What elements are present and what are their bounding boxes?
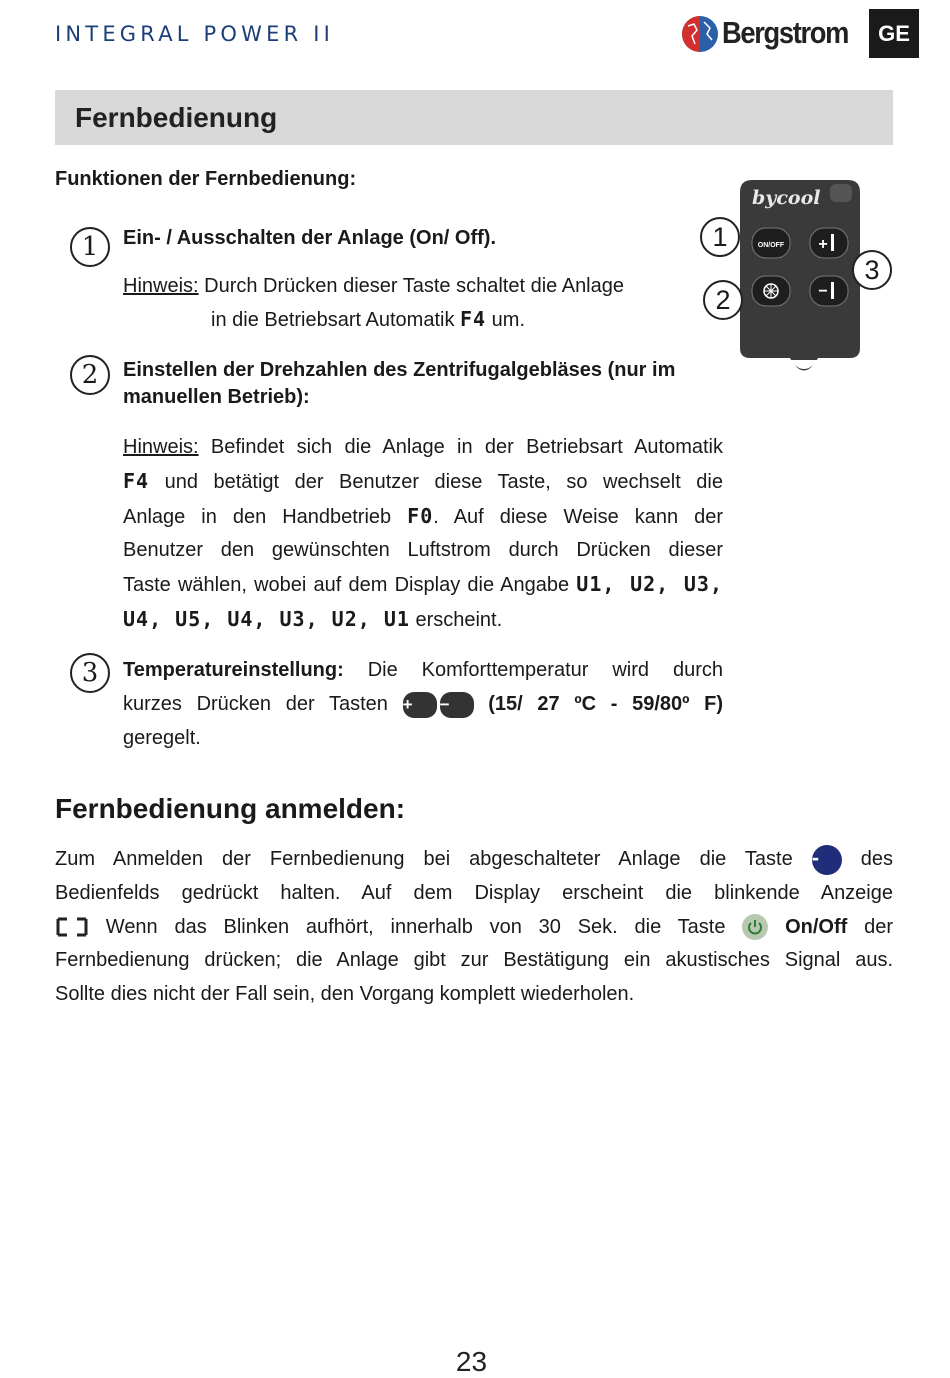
item-3-text: [123, 654, 723, 755]
functions-subtitle: Funktionen der Fernbedienung:: [55, 168, 357, 190]
pairing-text-part: der: [847, 915, 894, 938]
note-text: Befindet sich die Anlage in der Betriebsart Automatik: [198, 436, 723, 458]
onoff-key-label: On/Off: [785, 915, 848, 938]
item-3-line: [123, 688, 723, 722]
svg-text:−: −: [818, 283, 828, 300]
onoff-label: ON/OFF: [757, 242, 785, 249]
temp-minus-key: −: [440, 692, 474, 718]
note-label: Hinweis:: [123, 436, 199, 458]
item-2-note: [123, 431, 723, 638]
minus-key-icon: -: [812, 845, 842, 875]
note-text: in die Betriebsart Automatik: [211, 309, 461, 331]
note-text: Taste wählen, wobei auf dem Display die Angabe: [123, 574, 577, 597]
globe-icon: [680, 14, 720, 54]
power-key-icon: [742, 914, 768, 940]
svg-text:+: +: [818, 236, 828, 253]
page-number: 23: [455, 1346, 488, 1377]
pairing-line: Fernbedienung drücken; die Anlage gibt zur Bestätigung ein akustisches Signal aus.: [55, 949, 893, 972]
pairing-heading: Fernbedienung anmelden:: [55, 793, 406, 824]
pairing-line: Sollte dies nicht der Fall sein, den Vorgang komplett wiederholen.: [55, 983, 635, 1006]
display-code: F4: [460, 307, 487, 331]
item-number-2: 2: [70, 355, 110, 395]
item-3-line: [123, 654, 723, 688]
item-2-title: [123, 357, 675, 411]
display-code: F0: [407, 503, 434, 528]
display-codes: U1, U2, U3,: [576, 572, 724, 597]
language-badge: GE: [869, 9, 919, 58]
note-line: Benutzer den gewünschten Luftstrom durch Drücken dieser: [123, 539, 723, 562]
bergstrom-logo: [680, 14, 860, 54]
item-number-1: 1: [70, 227, 110, 267]
callout-3: 3: [852, 250, 892, 290]
remote-brand: bycool: [752, 187, 821, 209]
display-code: F4: [123, 468, 150, 493]
brand-name: Bergstrom: [722, 15, 849, 50]
pairing-line: [55, 911, 893, 945]
note-text: um.: [486, 309, 526, 331]
temperature-range: (15/ 27 ºC - 59/80º F): [488, 692, 723, 715]
item-1-note-line1: [123, 270, 624, 304]
note-text: und betätigt der Benutzer diese Taste, so wechselt die: [149, 470, 723, 493]
item-3-text-part: kurzes Drücken der Tasten: [123, 692, 388, 715]
note-line: [123, 431, 723, 465]
item-1-title: Ein- / Ausschalten der Anlage (On/ Off).: [123, 227, 496, 249]
note-label: Hinweis:: [123, 275, 199, 297]
pairing-text-part: Wenn das Blinken aufhört, innerhalb von 30 Sek. die Taste: [89, 915, 726, 938]
temp-plus-key: +: [403, 692, 437, 718]
note-line: [123, 465, 723, 500]
callout-1: 1: [700, 217, 740, 257]
pairing-text: [55, 843, 893, 1012]
item-number-3: 3: [70, 653, 110, 693]
callout-2: 2: [703, 280, 743, 320]
item-3-text-part: Die Komforttemperatur wird durch: [343, 659, 723, 681]
note-line: [123, 500, 723, 535]
note-text: Anlage in den Handbetrieb: [123, 505, 408, 528]
pairing-text-part: des: [860, 848, 893, 870]
pairing-text-part: Zum Anmelden der Fernbedienung bei abgeschalteter Anlage die Taste: [55, 848, 793, 870]
title-line: manuellen Betrieb):: [123, 386, 310, 408]
note-line: [123, 568, 723, 603]
pairing-line: [55, 843, 893, 877]
item-3-line: geregelt.: [123, 726, 201, 749]
note-text: Durch Drücken dieser Taste schaltet die Anlage: [198, 275, 624, 297]
display-codes: U4, U5, U4, U3, U2, U1: [123, 606, 410, 631]
pairing-line: Bedienfelds gedrückt halten. Auf dem Display erscheint die blinkende Anzeige: [55, 881, 893, 904]
note-line: [123, 603, 723, 638]
document-series-title: INTEGRAL POWER II: [55, 22, 335, 46]
note-text: erscheint.: [409, 608, 503, 631]
section-title: Fernbedienung: [75, 102, 278, 133]
note-text: . Auf diese Weise kann der: [433, 505, 723, 528]
blinking-display-icon: [55, 916, 89, 938]
item-1-note-line2: [211, 303, 525, 338]
item-3-title: Temperatureinstellung:: [123, 659, 344, 681]
section-title-bar: [55, 90, 893, 145]
title-line: Einstellen der Drehzahlen des Zentrifugalgebläses (nur im: [123, 359, 676, 381]
